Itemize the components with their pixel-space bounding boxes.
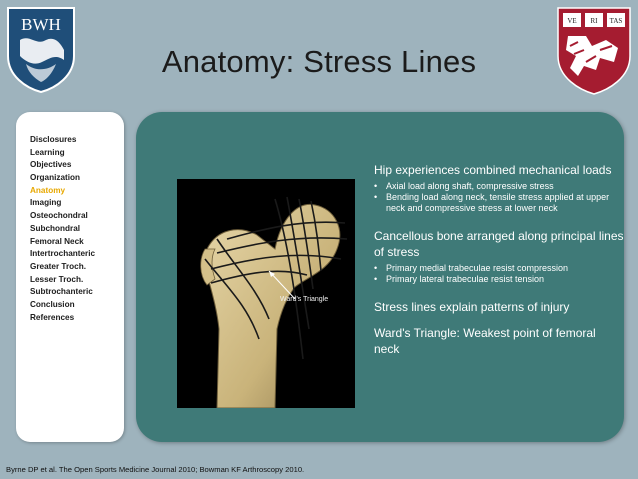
wards-triangle-label: Ward's Triangle xyxy=(280,296,329,303)
femur-stress-lines-image xyxy=(177,179,355,408)
nav-item-intertrochanteric[interactable]: Intertrochanteric xyxy=(30,249,96,259)
navigation-panel xyxy=(16,112,124,442)
content-bullets-2 xyxy=(374,263,624,285)
spacer xyxy=(374,315,624,325)
nav-item-disclosures[interactable]: Disclosures xyxy=(30,135,77,144)
harvard-book-1: VE xyxy=(567,17,577,25)
nav-item-learning[interactable]: Learning xyxy=(30,147,65,157)
content-bullet: • Bending load along neck, tensile stress applied at upper neck and compressive stress at lower neck xyxy=(374,192,624,214)
spacer xyxy=(374,285,624,299)
content-bullet: • Primary lateral trabeculae resist tension xyxy=(374,274,624,285)
content-heading-3: Stress lines explain patterns of injury xyxy=(374,300,570,314)
nav-item-conclusion[interactable]: Conclusion xyxy=(30,299,75,309)
nav-item-osteochondral[interactable]: Osteochondral xyxy=(30,211,88,221)
content-bullet: • Axial load along shaft, compressive stress xyxy=(374,181,624,192)
nav-item-anatomy[interactable]: Anatomy xyxy=(30,185,66,195)
content-bullets-1 xyxy=(374,181,624,214)
nav-item-references[interactable]: References xyxy=(30,312,75,322)
content-heading-1: Hip experiences combined mechanical loads xyxy=(374,163,612,177)
nav-item-subtrochanteric[interactable]: Subtrochanteric xyxy=(30,287,93,297)
content-bullet: • Primary medial trabeculae resist compression xyxy=(374,263,624,274)
nav-item-femoral-neck[interactable]: Femoral Neck xyxy=(30,236,84,246)
harvard-book-3: TAS xyxy=(609,17,623,25)
femur-illustration xyxy=(177,179,355,408)
nav-item-objectives[interactable]: Objectives xyxy=(30,160,72,170)
content-text xyxy=(374,162,624,357)
harvard-book-2: RI xyxy=(590,17,598,25)
nav-item-subchondral[interactable]: Subchondral xyxy=(30,223,81,233)
nav-item-lesser-troch[interactable]: Lesser Troch. xyxy=(30,274,84,284)
navigation-list xyxy=(16,112,124,324)
spacer xyxy=(374,214,624,228)
content-heading-4: Ward's Triangle: Weakest point of femoral neck xyxy=(374,326,596,356)
slide-title xyxy=(0,44,638,80)
slide-title-text: Anatomy: Stress Lines xyxy=(161,44,477,79)
citation-text: Byrne DP et al. The Open Sports Medicine Journal 2010; Bowman KF Arthroscopy 2010. xyxy=(6,465,305,474)
nav-item-imaging[interactable]: Imaging xyxy=(30,198,62,208)
content-heading-2: Cancellous bone arranged along principal lines of stress xyxy=(374,229,624,259)
nav-item-organization[interactable]: Organization xyxy=(30,173,81,183)
nav-item-greater-troch[interactable]: Greater Troch. xyxy=(30,261,86,271)
bwh-logo-text: BWH xyxy=(21,15,61,34)
